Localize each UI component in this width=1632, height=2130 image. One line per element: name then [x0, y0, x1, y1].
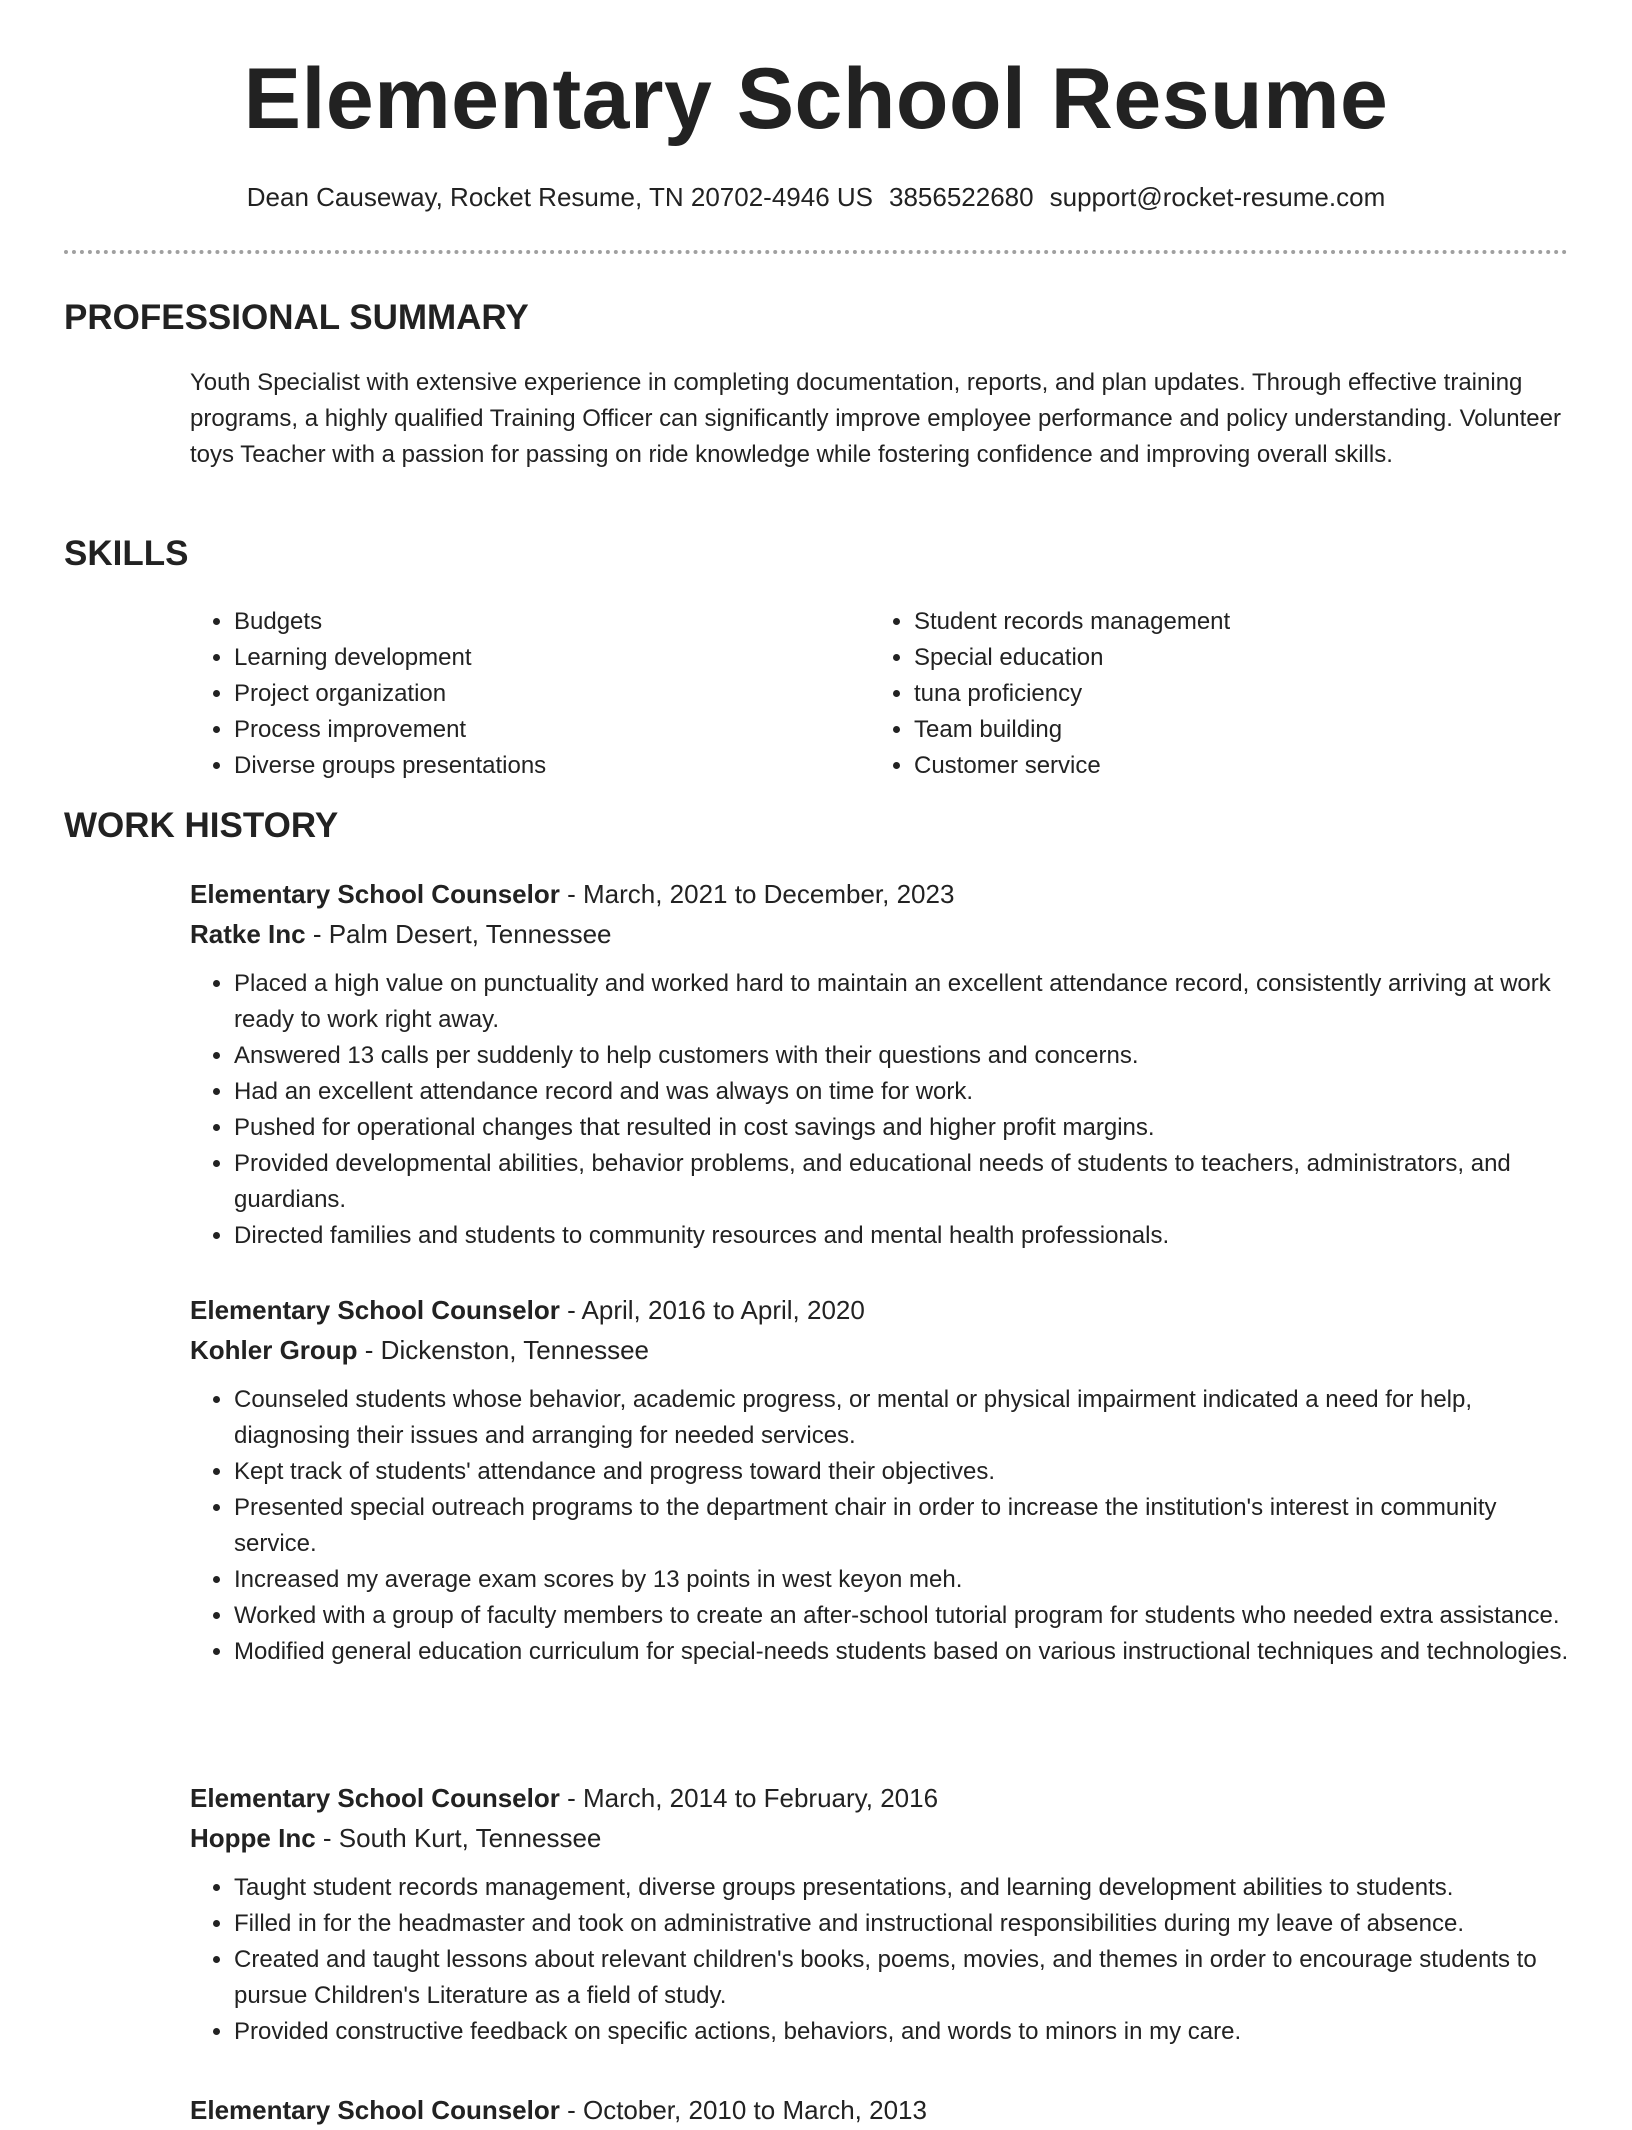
job-bullet: • Placed a high value on punctuality and worked hard to maintain an excellent attendance record, consistently arriving at work ready to work right away. — [234, 966, 1570, 1038]
job-location: - South Kurt, Tennessee — [315, 1823, 602, 1853]
section-title-summary: PROFESSIONAL SUMMARY — [64, 298, 529, 337]
contact-email[interactable]: support@rocket-resume.com — [1049, 182, 1386, 212]
job-company-line — [190, 914, 1570, 954]
contact-phone: 3856522680 — [889, 182, 1034, 212]
skill-item: • Customer service — [914, 748, 1530, 784]
job-title: Elementary School Counselor — [190, 1295, 560, 1325]
skill-item: • Student records management — [914, 604, 1530, 640]
job-company: Kohler Group — [190, 1335, 358, 1365]
skill-item: • Budgets — [234, 604, 850, 640]
skill-item: • Team building — [914, 712, 1530, 748]
job-location: - Palm Desert, Tennessee — [305, 919, 612, 949]
section-title-work-history: WORK HISTORY — [64, 806, 339, 845]
skill-item: • Process improvement — [234, 712, 850, 748]
skill-item: • Special education — [914, 640, 1530, 676]
job-headline — [190, 1778, 1570, 1818]
job-bullet: • Filled in for the headmaster and took on administrative and instructional responsibilities during my leave of absence. — [234, 1906, 1570, 1942]
job-bullet: • Had an excellent attendance record and was always on time for work. — [234, 1074, 1570, 1110]
skill-item: • Diverse groups presentations — [234, 748, 850, 784]
section-title-skills: SKILLS — [64, 534, 189, 573]
job-entry — [190, 1778, 1570, 2050]
skills-column-left — [190, 604, 850, 784]
skill-item: • tuna proficiency — [914, 676, 1530, 712]
job-bullet: • Pushed for operational changes that resulted in cost savings and higher profit margins. — [234, 1110, 1570, 1146]
job-bullet: • Counseled students whose behavior, academic progress, or mental or physical impairment indicated a need for help, diagnosing their issues and arranging for needed services. — [234, 1382, 1570, 1454]
job-bullet: • Increased my average exam scores by 13 points in west keyon meh. — [234, 1562, 1570, 1598]
job-headline — [190, 1290, 1570, 1330]
job-company-line — [190, 1330, 1570, 1370]
job-entry — [190, 1290, 1570, 1670]
job-bullet: • Provided constructive feedback on specific actions, behaviors, and words to minors in my care. — [234, 2014, 1570, 2050]
job-bullets — [190, 1382, 1570, 1670]
skill-item: • Project organization — [234, 676, 850, 712]
job-company-line — [190, 1818, 1570, 1858]
job-bullets — [190, 1870, 1570, 2050]
job-entry — [190, 874, 1570, 1254]
job-title: Elementary School Counselor — [190, 2095, 560, 2125]
job-headline — [190, 874, 1570, 914]
header-divider — [64, 250, 1568, 254]
job-headline — [190, 2090, 1570, 2130]
job-bullet: • Taught student records management, diverse groups presentations, and learning development abilities to students. — [234, 1870, 1570, 1906]
job-bullet: • Directed families and students to community resources and mental health professionals. — [234, 1218, 1570, 1254]
job-bullet: • Kept track of students' attendance and progress toward their objectives. — [234, 1454, 1570, 1490]
contact-address: Dean Causeway, Rocket Resume, TN 20702-4946 US — [246, 182, 873, 212]
job-entry — [190, 2090, 1570, 2130]
job-bullet: • Provided developmental abilities, behavior problems, and educational needs of students to teachers, administrators, and guardians. — [234, 1146, 1570, 1218]
job-title: Elementary School Counselor — [190, 1783, 560, 1813]
job-bullets — [190, 966, 1570, 1254]
summary-text: Youth Specialist with extensive experience in completing documentation, reports, and plan updates. Through effective training programs, a highly qualified Training Officer can significantly improve employee performance and policy understanding. Volunteer toys Teacher with a passion for passing on ride knowledge while fostering confidence and improving overall skills. — [190, 369, 1561, 468]
job-bullet: • Worked with a group of faculty members to create an after-school tutorial program for students who needed extra assistance. — [234, 1598, 1570, 1634]
job-location: - Dickenston, Tennessee — [357, 1335, 650, 1365]
job-company: Hoppe Inc — [190, 1823, 316, 1853]
job-company: Ratke Inc — [190, 919, 306, 949]
contact-line — [0, 182, 1632, 213]
job-bullet: • Created and taught lessons about relevant children's books, poems, movies, and themes in order to encourage students to pursue Children's Literature as a field of study. — [234, 1942, 1570, 2014]
job-bullet: • Answered 13 calls per suddenly to help customers with their questions and concerns. — [234, 1038, 1570, 1074]
skill-item: • Learning development — [234, 640, 850, 676]
job-dates: - March, 2021 to December, 2023 — [559, 879, 955, 909]
job-bullet: • Presented special outreach programs to the department chair in order to increase the institution's interest in community service. — [234, 1490, 1570, 1562]
job-bullet: • Modified general education curriculum for special-needs students based on various instructional techniques and technologies. — [234, 1634, 1570, 1670]
skills-column-right — [870, 604, 1530, 784]
job-dates: - April, 2016 to April, 2020 — [559, 1295, 865, 1325]
job-dates: - March, 2014 to February, 2016 — [559, 1783, 939, 1813]
job-dates: - October, 2010 to March, 2013 — [559, 2095, 927, 2125]
resume-title: Elementary School Resume — [243, 51, 1389, 147]
job-title: Elementary School Counselor — [190, 879, 560, 909]
